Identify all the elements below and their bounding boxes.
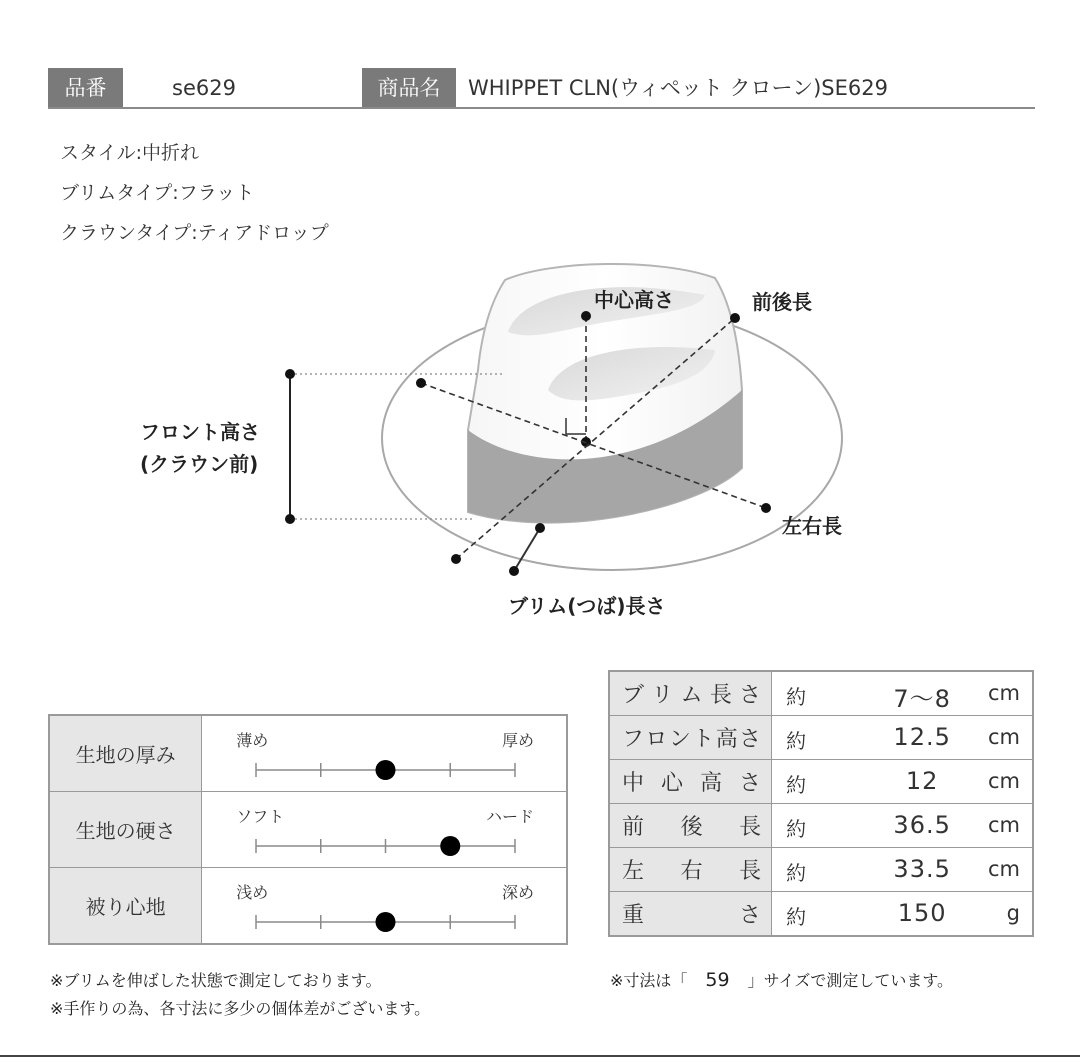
label-char: ブ bbox=[622, 683, 645, 708]
measurement-unit: g bbox=[1006, 901, 1020, 925]
measurement-label bbox=[609, 671, 772, 716]
spec-brim-type: ブリムタイプ:フラット bbox=[60, 182, 255, 204]
scale-high-label: ハード bbox=[485, 807, 534, 826]
scale-marker bbox=[440, 836, 460, 856]
scale-low-label: 浅め bbox=[236, 883, 269, 902]
measurement-value: 36.5 bbox=[893, 811, 951, 839]
measurement-value: 33.5 bbox=[893, 855, 951, 883]
measurement-unit: cm bbox=[987, 857, 1020, 881]
label-char: 心 bbox=[661, 771, 684, 796]
scale-marker bbox=[376, 912, 396, 932]
label-char: 高 bbox=[700, 771, 723, 796]
scale-track bbox=[202, 746, 566, 786]
measurement-row bbox=[609, 848, 1033, 892]
property-label: 被り心地 bbox=[49, 868, 202, 945]
property-row-fit bbox=[49, 868, 567, 945]
code-value: se629 bbox=[172, 76, 236, 100]
approx-mark: 約 bbox=[786, 861, 807, 885]
scale-low-label: ソフト bbox=[236, 807, 285, 826]
measurement-value-cell bbox=[772, 804, 1033, 848]
measurement-row bbox=[609, 892, 1033, 937]
measurement-value-cell bbox=[772, 671, 1033, 716]
measurement-value: 12.5 bbox=[893, 723, 951, 751]
property-label: 生地の厚み bbox=[49, 715, 202, 792]
label-char: 長 bbox=[739, 815, 762, 840]
label-char: 後 bbox=[680, 815, 703, 840]
measurement-row bbox=[609, 804, 1033, 848]
approx-mark: 約 bbox=[786, 729, 807, 753]
measurement-row bbox=[609, 760, 1033, 804]
property-row-thickness bbox=[49, 715, 567, 792]
label-char: 重 bbox=[622, 903, 645, 928]
label-front-back: 前後長 bbox=[752, 290, 812, 314]
label-left-right: 左右長 bbox=[782, 514, 842, 538]
measurement-label-text bbox=[610, 766, 771, 797]
label-brim-length: ブリム(つば)長さ bbox=[508, 594, 666, 618]
code-label: 品番 bbox=[48, 68, 123, 108]
approx-mark: 約 bbox=[786, 773, 807, 797]
measurement-value-cell bbox=[772, 760, 1033, 804]
measurement-value: 7～8 bbox=[893, 685, 951, 713]
label-char: 前 bbox=[622, 815, 645, 840]
label-front-height-1: フロント高さ bbox=[140, 420, 260, 444]
label-char: フ bbox=[622, 727, 645, 752]
label-char: ム bbox=[680, 683, 703, 708]
label-char: 長 bbox=[709, 683, 732, 708]
note-brim: ※ブリムを伸ばした状態で測定しております。 bbox=[50, 971, 382, 990]
label-char: 左 bbox=[622, 859, 645, 884]
scale-track bbox=[202, 822, 566, 862]
measurement-table bbox=[608, 670, 1034, 937]
property-scale bbox=[202, 792, 567, 868]
measurement-unit: cm bbox=[987, 725, 1020, 749]
property-table bbox=[48, 714, 568, 945]
measurement-value-cell bbox=[772, 892, 1033, 937]
measurement-unit: cm bbox=[987, 813, 1020, 837]
measurement-label-text bbox=[610, 678, 771, 709]
measurement-value-cell bbox=[772, 848, 1033, 892]
label-char: さ bbox=[739, 903, 762, 928]
label-char: リ bbox=[651, 683, 674, 708]
note-size-prefix: ※寸法は「 bbox=[610, 971, 688, 990]
label-char: ン bbox=[668, 727, 691, 752]
spec-crown-type: クラウンタイプ:ティアドロップ bbox=[60, 222, 329, 244]
approx-mark: 約 bbox=[786, 685, 807, 709]
header-rule bbox=[48, 107, 1035, 109]
property-row-hardness bbox=[49, 792, 567, 868]
name-label: 商品名 bbox=[362, 68, 456, 108]
note-size-suffix: 」サイズで測定しています。 bbox=[747, 971, 954, 990]
measurement-unit: cm bbox=[987, 681, 1020, 705]
measurement-label bbox=[609, 760, 772, 804]
measurement-label bbox=[609, 848, 772, 892]
approx-mark: 約 bbox=[786, 905, 807, 929]
label-char: 中 bbox=[622, 771, 645, 796]
measurement-label-text bbox=[610, 810, 771, 841]
label-center-height: 中心高さ bbox=[594, 288, 674, 312]
label-char: 長 bbox=[739, 859, 762, 884]
scale-low-label: 薄め bbox=[236, 731, 269, 750]
property-scale bbox=[202, 868, 567, 945]
measurement-label-text bbox=[610, 854, 771, 885]
measurement-label bbox=[609, 804, 772, 848]
measurement-label bbox=[609, 892, 772, 937]
measurement-unit: cm bbox=[987, 769, 1020, 793]
measurement-label bbox=[609, 716, 772, 760]
scale-high-label: 厚め bbox=[501, 731, 534, 750]
property-scale bbox=[202, 715, 567, 792]
measurement-value: 12 bbox=[905, 767, 939, 795]
scale-track bbox=[202, 898, 566, 938]
label-char: さ bbox=[739, 771, 762, 796]
scale-high-label: 深め bbox=[501, 883, 534, 902]
measurement-value: 150 bbox=[897, 899, 947, 927]
bottom-rule bbox=[0, 1055, 1080, 1057]
label-front-height-2: (クラウン前) bbox=[140, 452, 259, 476]
note-size-value: 59 bbox=[705, 969, 730, 991]
measurement-label-text bbox=[610, 898, 771, 929]
label-char: 右 bbox=[680, 859, 703, 884]
scale-marker bbox=[376, 760, 396, 780]
measurement-label-text bbox=[610, 722, 771, 753]
note-handmade: ※手作りの為、各寸法に多少の個体差がございます。 bbox=[50, 999, 431, 1018]
label-char: 高 bbox=[715, 727, 738, 752]
label-char: ロ bbox=[645, 727, 668, 752]
spec-style: スタイル:中折れ bbox=[60, 142, 200, 164]
note-size bbox=[610, 968, 953, 991]
label-char: ト bbox=[692, 727, 715, 752]
property-label: 生地の硬さ bbox=[49, 792, 202, 868]
name-value: WHIPPET CLN(ウィペット クローン)SE629 bbox=[468, 76, 888, 100]
approx-mark: 約 bbox=[786, 817, 807, 841]
measurement-row bbox=[609, 716, 1033, 760]
measurement-value-cell bbox=[772, 716, 1033, 760]
label-char: さ bbox=[739, 683, 762, 708]
label-char: さ bbox=[739, 727, 762, 752]
measurement-row bbox=[609, 671, 1033, 716]
